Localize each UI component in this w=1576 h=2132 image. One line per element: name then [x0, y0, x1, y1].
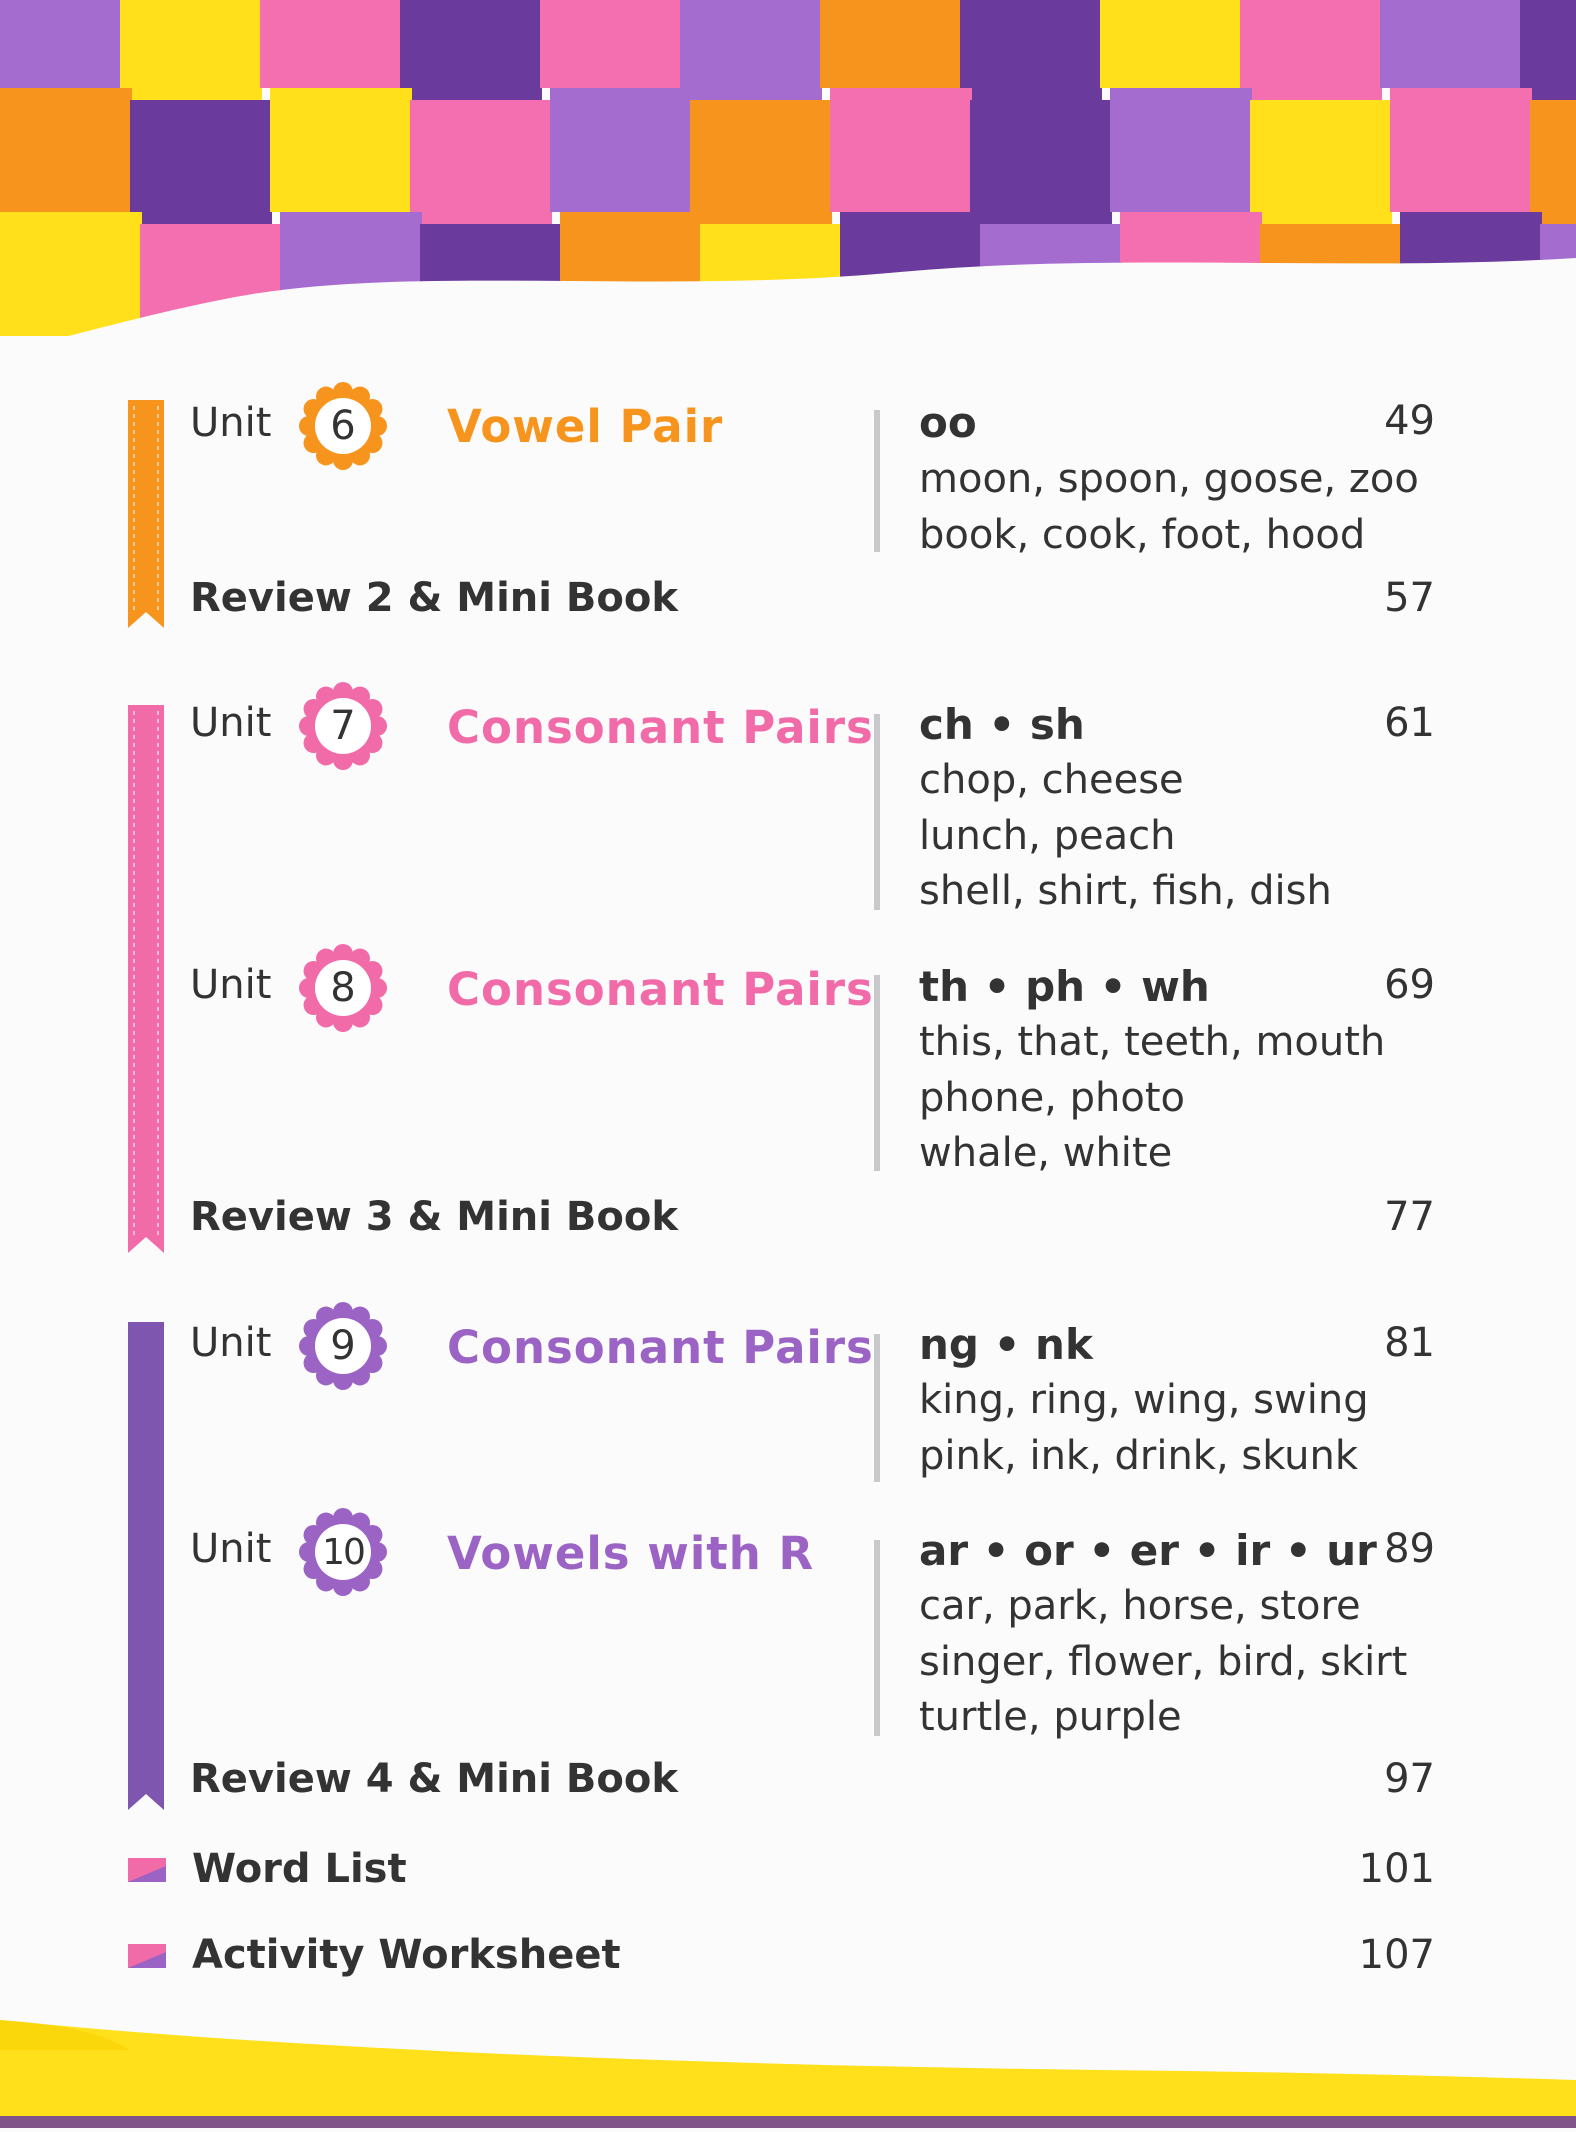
word-line: whale, white — [919, 1130, 1173, 1176]
word-line: chop, cheese — [919, 757, 1184, 803]
checker-tile — [960, 0, 1102, 100]
checker-tile — [420, 224, 562, 348]
footer-yellow-band — [0, 2010, 1576, 2128]
activity-worksheet-page-number: 107 — [1358, 1932, 1435, 1978]
review-page-number: 77 — [1384, 1194, 1435, 1240]
review-page-number: 57 — [1384, 575, 1435, 621]
word-line: king, ring, wing, swing — [919, 1377, 1369, 1423]
word-list-marker — [128, 1858, 166, 1882]
unit-label: Unit — [190, 1526, 272, 1572]
checker-tile — [830, 88, 972, 212]
checker-tile — [1530, 100, 1576, 224]
unit-6-number-badge — [295, 378, 391, 474]
unit-label: Unit — [190, 400, 272, 446]
unit-title: Consonant Pairs — [447, 701, 874, 754]
checker-tile — [680, 0, 822, 100]
word-line: singer, flower, bird, skirt — [919, 1638, 1408, 1685]
checker-tile — [820, 0, 962, 88]
word-line: this, that, teeth, mouth — [919, 1019, 1386, 1065]
checker-tile — [1110, 88, 1252, 212]
phonics-pattern: th • ph • wh — [919, 962, 1210, 1011]
activity-worksheet-label: Activity Worksheet — [192, 1932, 621, 1978]
activity-worksheet-marker — [128, 1944, 166, 1968]
unit-10-divider — [874, 1540, 880, 1736]
unit-number: 6 — [330, 403, 356, 449]
checker-tile — [120, 0, 262, 100]
checker-tile — [270, 88, 412, 212]
unit-title: Consonant Pairs — [447, 963, 874, 1016]
unit-10-number-badge — [295, 1504, 391, 1600]
checker-tile — [540, 0, 682, 88]
unit-8-number-badge — [295, 940, 391, 1036]
word-line: turtle, purple — [919, 1694, 1182, 1740]
phonics-pattern: ng • nk — [919, 1320, 1093, 1369]
unit-title: Vowels with R — [447, 1527, 815, 1580]
checker-tile — [980, 224, 1122, 348]
checker-tile — [700, 224, 842, 348]
example-words — [919, 753, 1332, 920]
word-line: lunch, peach — [919, 812, 1176, 859]
unit-9-number-badge — [295, 1298, 391, 1394]
page-number: 89 — [1384, 1526, 1435, 1572]
word-line: car, park, horse, store — [919, 1583, 1361, 1629]
unit-9-10-ribbon — [128, 1322, 164, 1810]
checker-tile — [1260, 224, 1402, 348]
checker-tile — [1240, 0, 1382, 100]
unit-title: Vowel Pair — [447, 400, 724, 453]
review-label: Review 2 & Mini Book — [190, 575, 678, 621]
word-list-page-number: 101 — [1358, 1846, 1435, 1892]
checker-tile — [410, 100, 552, 224]
unit-label: Unit — [190, 1320, 272, 1366]
unit-number: 7 — [330, 703, 356, 749]
checker-tile — [130, 100, 272, 224]
checker-tile — [1390, 88, 1532, 212]
checker-tile — [0, 212, 142, 336]
word-line: phone, photo — [919, 1074, 1185, 1121]
unit-8-divider — [874, 975, 880, 1171]
word-line: pink, ink, drink, skunk — [919, 1432, 1359, 1479]
word-line: moon, spoon, goose, zoo — [919, 456, 1419, 502]
example-words — [919, 1015, 1385, 1182]
unit-9-divider — [874, 1334, 880, 1482]
checker-tile — [550, 88, 692, 212]
checker-tile — [690, 100, 832, 224]
review-page-number: 97 — [1384, 1756, 1435, 1802]
checker-tile — [140, 224, 282, 348]
unit-title: Consonant Pairs — [447, 1321, 874, 1374]
checker-tile — [1100, 0, 1242, 88]
unit-6-divider — [874, 410, 880, 552]
unit-number: 8 — [330, 965, 356, 1011]
checker-tile — [1380, 0, 1522, 88]
phonics-pattern: oo — [919, 398, 977, 447]
checker-tile — [1120, 212, 1262, 336]
checker-tile — [840, 212, 982, 336]
checker-tile — [280, 212, 422, 336]
phonics-pattern: ch • sh — [919, 700, 1085, 749]
checker-tile — [1540, 224, 1576, 348]
checker-tile — [260, 0, 402, 88]
unit-number: 10 — [322, 1531, 364, 1573]
page-number: 49 — [1384, 398, 1435, 444]
word-line: shell, shirt, fish, dish — [919, 868, 1332, 914]
page-number: 81 — [1384, 1320, 1435, 1366]
example-words — [919, 1373, 1369, 1484]
unit-7-number-badge — [295, 678, 391, 774]
unit-number: 9 — [330, 1323, 356, 1369]
checker-tile — [400, 0, 542, 100]
example-words — [919, 1579, 1407, 1746]
unit-7-8-ribbon — [128, 705, 164, 1253]
word-list-label: Word List — [192, 1846, 407, 1892]
checker-tile — [970, 100, 1112, 224]
checker-tile — [1400, 212, 1542, 336]
unit-6-ribbon — [128, 400, 164, 628]
phonics-pattern: ar • or • er • ir • ur — [919, 1526, 1377, 1575]
header-checkerboard-banner — [0, 0, 1576, 360]
unit-label: Unit — [190, 962, 272, 1008]
checker-tile — [1250, 100, 1392, 224]
word-line: book, cook, foot, hood — [919, 511, 1366, 558]
review-label: Review 3 & Mini Book — [190, 1194, 678, 1240]
unit-label: Unit — [190, 700, 272, 746]
checker-tile — [0, 88, 132, 212]
page-number: 61 — [1384, 700, 1435, 746]
unit-7-divider — [874, 714, 880, 910]
checker-tile — [560, 212, 702, 336]
review-label: Review 4 & Mini Book — [190, 1756, 678, 1802]
example-words — [919, 452, 1419, 563]
checker-tile — [0, 0, 122, 88]
checker-tile — [1520, 0, 1576, 100]
page-number: 69 — [1384, 962, 1435, 1008]
